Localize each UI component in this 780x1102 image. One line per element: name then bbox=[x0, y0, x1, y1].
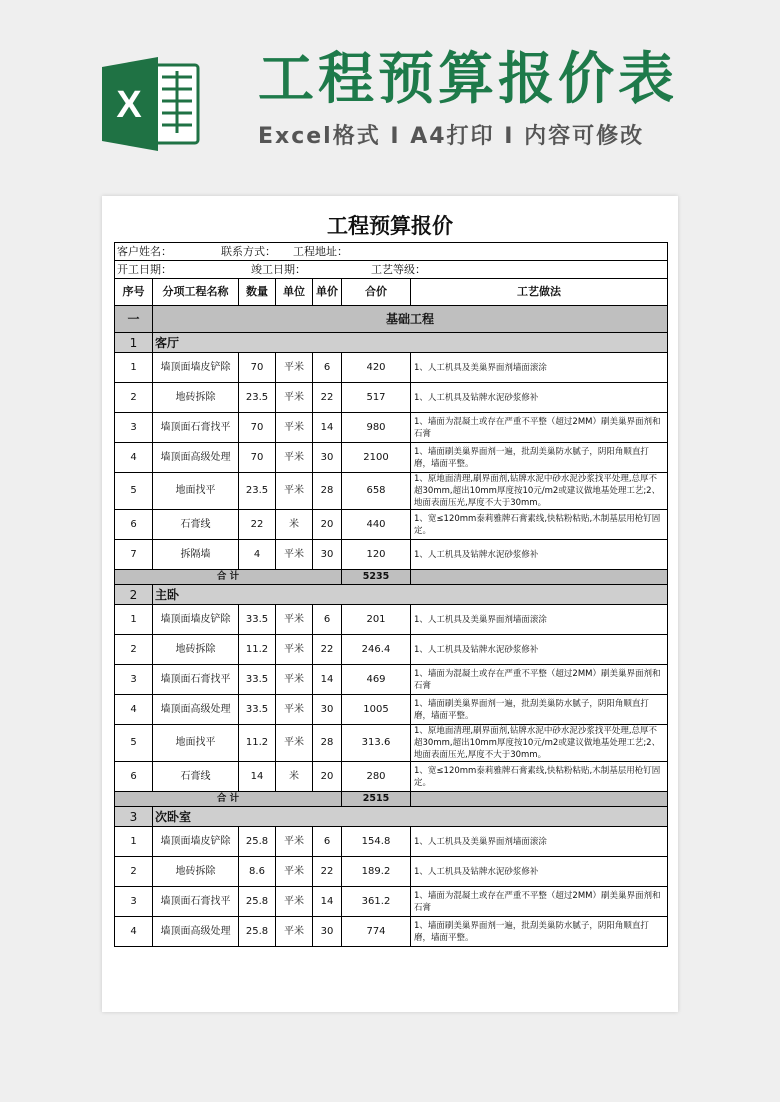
item-no: 7 bbox=[115, 540, 153, 570]
subtotal-label: 合 计 bbox=[115, 792, 342, 807]
item-price: 28 bbox=[313, 473, 342, 510]
item-price: 30 bbox=[313, 540, 342, 570]
item-unit: 米 bbox=[276, 510, 313, 540]
item-qty: 11.2 bbox=[239, 725, 276, 762]
group-name: 次卧室 bbox=[153, 807, 668, 827]
end-date-label: 竣工日期： bbox=[251, 262, 306, 276]
header-item-name: 分项工程名称 bbox=[153, 279, 239, 306]
item-qty: 22 bbox=[239, 510, 276, 540]
item-qty: 8.6 bbox=[239, 857, 276, 887]
group-row bbox=[115, 807, 668, 827]
table-row bbox=[115, 353, 668, 383]
item-no: 1 bbox=[115, 605, 153, 635]
item-craft-desc: 1、人工机具及美巢界面剂墙面滚涂 bbox=[411, 827, 668, 857]
section-name: 基础工程 bbox=[153, 306, 668, 333]
table-row bbox=[115, 605, 668, 635]
header-no: 序号 bbox=[115, 279, 153, 306]
item-qty: 14 bbox=[239, 762, 276, 792]
spreadsheet-page bbox=[102, 196, 678, 1012]
item-name: 拆隔墙 bbox=[153, 540, 239, 570]
item-no: 6 bbox=[115, 510, 153, 540]
table-row bbox=[115, 635, 668, 665]
table-row bbox=[115, 665, 668, 695]
item-unit: 平米 bbox=[276, 635, 313, 665]
item-no: 4 bbox=[115, 443, 153, 473]
table-row bbox=[115, 887, 668, 917]
item-total: 2100 bbox=[342, 443, 411, 473]
table-row bbox=[115, 540, 668, 570]
item-unit: 平米 bbox=[276, 857, 313, 887]
item-total: 189.2 bbox=[342, 857, 411, 887]
item-qty: 11.2 bbox=[239, 635, 276, 665]
item-name: 墙顶面高级处理 bbox=[153, 695, 239, 725]
item-qty: 23.5 bbox=[239, 473, 276, 510]
address-label: 工程地址： bbox=[293, 244, 348, 258]
item-craft-desc: 1、墙面刷美巢界面剂一遍，批刮美巢防水腻子，阴阳角顺直打磨，墙面平整。 bbox=[411, 917, 668, 947]
item-total: 120 bbox=[342, 540, 411, 570]
item-unit: 平米 bbox=[276, 917, 313, 947]
item-qty: 33.5 bbox=[239, 665, 276, 695]
item-total: 154.8 bbox=[342, 827, 411, 857]
item-name: 地面找平 bbox=[153, 473, 239, 510]
item-name: 墙顶面高级处理 bbox=[153, 443, 239, 473]
item-total: 420 bbox=[342, 353, 411, 383]
item-price: 6 bbox=[313, 605, 342, 635]
item-craft-desc: 1、墙面为混凝土或存在严重不平整（超过2MM）刷美巢界面剂和石膏 bbox=[411, 887, 668, 917]
table-row bbox=[115, 510, 668, 540]
item-unit: 平米 bbox=[276, 353, 313, 383]
item-craft-desc: 1、墙面刷美巢界面剂一遍，批刮美巢防水腻子，阴阳角顺直打磨，墙面平整。 bbox=[411, 695, 668, 725]
item-craft-desc: 1、原地面清理,刷界面剂,钻牌水泥中砂水泥沙浆找平处理,总厚不超30mm,超出10mm厚度按10元/m2或建议做地基处理工艺;2、地面表面压光,厚度不大于30mm。 bbox=[411, 725, 668, 762]
item-total: 1005 bbox=[342, 695, 411, 725]
table-row bbox=[115, 443, 668, 473]
item-unit: 平米 bbox=[276, 605, 313, 635]
start-date-label: 开工日期： bbox=[117, 262, 172, 276]
item-craft-desc: 1、人工机具及美巢界面剂墙面滚涂 bbox=[411, 353, 668, 383]
table-row bbox=[115, 762, 668, 792]
craft-level-label: 工艺等级： bbox=[371, 262, 426, 276]
item-price: 28 bbox=[313, 725, 342, 762]
item-no: 4 bbox=[115, 917, 153, 947]
table-row bbox=[115, 695, 668, 725]
item-no: 3 bbox=[115, 665, 153, 695]
table-row bbox=[115, 725, 668, 762]
item-qty: 33.5 bbox=[239, 695, 276, 725]
item-total: 361.2 bbox=[342, 887, 411, 917]
customer-name-label: 客户姓名： bbox=[117, 244, 172, 258]
item-craft-desc: 1、宽≤120mm泰莉雅牌石膏素线,快粘粉粘贴,木制基层用枪钉固定。 bbox=[411, 762, 668, 792]
group-no: 1 bbox=[115, 333, 153, 353]
item-price: 20 bbox=[313, 762, 342, 792]
item-craft-desc: 1、宽≤120mm泰莉雅牌石膏素线,快粘粉粘贴,木制基层用枪钉固定。 bbox=[411, 510, 668, 540]
banner-title: 工程预算报价表 bbox=[258, 47, 678, 112]
item-no: 3 bbox=[115, 413, 153, 443]
item-qty: 70 bbox=[239, 353, 276, 383]
item-unit: 平米 bbox=[276, 473, 313, 510]
table-row bbox=[115, 917, 668, 947]
subtotal-row bbox=[115, 792, 668, 807]
group-name: 主卧 bbox=[153, 585, 668, 605]
excel-logo-icon bbox=[102, 57, 200, 151]
item-name: 墙顶面石膏找平 bbox=[153, 413, 239, 443]
item-name: 墙顶面高级处理 bbox=[153, 917, 239, 947]
item-unit: 平米 bbox=[276, 443, 313, 473]
item-name: 石膏线 bbox=[153, 510, 239, 540]
item-price: 14 bbox=[313, 887, 342, 917]
item-unit: 米 bbox=[276, 762, 313, 792]
logo-letter: X bbox=[116, 84, 142, 126]
item-price: 14 bbox=[313, 413, 342, 443]
item-name: 地砖拆除 bbox=[153, 635, 239, 665]
info-row-1 bbox=[115, 243, 668, 261]
item-price: 30 bbox=[313, 443, 342, 473]
header-row bbox=[115, 279, 668, 306]
sheet-title: 工程预算报价 bbox=[327, 214, 453, 238]
item-price: 20 bbox=[313, 510, 342, 540]
item-no: 5 bbox=[115, 473, 153, 510]
section-row bbox=[115, 306, 668, 333]
table-row bbox=[115, 383, 668, 413]
item-no: 2 bbox=[115, 383, 153, 413]
item-price: 30 bbox=[313, 695, 342, 725]
item-unit: 平米 bbox=[276, 725, 313, 762]
item-craft-desc: 1、人工机具及钻牌水泥砂浆修补 bbox=[411, 857, 668, 887]
item-unit: 平米 bbox=[276, 383, 313, 413]
subtotal-blank bbox=[411, 792, 668, 807]
item-craft-desc: 1、墙面为混凝土或存在严重不平整（超过2MM）刷美巢界面剂和石膏 bbox=[411, 413, 668, 443]
item-price: 30 bbox=[313, 917, 342, 947]
group-no: 2 bbox=[115, 585, 153, 605]
item-qty: 25.8 bbox=[239, 827, 276, 857]
item-craft-desc: 1、人工机具及美巢界面剂墙面滚涂 bbox=[411, 605, 668, 635]
item-total: 658 bbox=[342, 473, 411, 510]
subtotal-blank bbox=[411, 570, 668, 585]
item-price: 6 bbox=[313, 353, 342, 383]
budget-table bbox=[114, 242, 668, 947]
item-total: 774 bbox=[342, 917, 411, 947]
item-unit: 平米 bbox=[276, 827, 313, 857]
item-total: 280 bbox=[342, 762, 411, 792]
item-craft-desc: 1、人工机具及钻牌水泥砂浆修补 bbox=[411, 635, 668, 665]
item-qty: 33.5 bbox=[239, 605, 276, 635]
group-name: 客厅 bbox=[153, 333, 668, 353]
info-row-2 bbox=[115, 261, 668, 279]
item-price: 22 bbox=[313, 383, 342, 413]
table-row bbox=[115, 413, 668, 443]
item-no: 6 bbox=[115, 762, 153, 792]
table-row bbox=[115, 473, 668, 510]
section-no: 一 bbox=[115, 306, 153, 333]
item-name: 墙顶面石膏找平 bbox=[153, 887, 239, 917]
item-no: 3 bbox=[115, 887, 153, 917]
item-total: 201 bbox=[342, 605, 411, 635]
item-price: 6 bbox=[313, 827, 342, 857]
item-craft-desc: 1、原地面清理,刷界面剂,钻牌水泥中砂水泥沙浆找平处理,总厚不超30mm,超出10mm厚度按10元/m2或建议做地基处理工艺;2、地面表面压光,厚度不大于30mm。 bbox=[411, 473, 668, 510]
item-qty: 25.8 bbox=[239, 887, 276, 917]
item-qty: 70 bbox=[239, 413, 276, 443]
item-no: 5 bbox=[115, 725, 153, 762]
item-price: 22 bbox=[313, 857, 342, 887]
item-name: 地面找平 bbox=[153, 725, 239, 762]
header-craft: 工艺做法 bbox=[411, 279, 668, 306]
item-craft-desc: 1、人工机具及钻牌水泥砂浆修补 bbox=[411, 383, 668, 413]
item-unit: 平米 bbox=[276, 540, 313, 570]
table-row bbox=[115, 857, 668, 887]
item-name: 石膏线 bbox=[153, 762, 239, 792]
item-qty: 25.8 bbox=[239, 917, 276, 947]
item-name: 墙顶面墙皮铲除 bbox=[153, 605, 239, 635]
item-name: 地砖拆除 bbox=[153, 857, 239, 887]
item-total: 469 bbox=[342, 665, 411, 695]
item-name: 墙顶面墙皮铲除 bbox=[153, 353, 239, 383]
item-no: 1 bbox=[115, 353, 153, 383]
item-no: 2 bbox=[115, 857, 153, 887]
item-no: 1 bbox=[115, 827, 153, 857]
item-no: 4 bbox=[115, 695, 153, 725]
header-total: 合价 bbox=[342, 279, 411, 306]
item-name: 墙顶面石膏找平 bbox=[153, 665, 239, 695]
item-total: 246.4 bbox=[342, 635, 411, 665]
item-total: 517 bbox=[342, 383, 411, 413]
subtotal-value: 5235 bbox=[342, 570, 411, 585]
item-craft-desc: 1、墙面刷美巢界面剂一遍，批刮美巢防水腻子，阴阳角顺直打磨，墙面平整。 bbox=[411, 443, 668, 473]
banner-subtitle: Excel格式 I A4打印 I 内容可修改 bbox=[258, 124, 645, 149]
header-price: 单价 bbox=[313, 279, 342, 306]
table-row bbox=[115, 827, 668, 857]
item-total: 440 bbox=[342, 510, 411, 540]
banner bbox=[0, 0, 780, 190]
item-qty: 23.5 bbox=[239, 383, 276, 413]
header-qty: 数量 bbox=[239, 279, 276, 306]
group-row bbox=[115, 333, 668, 353]
item-craft-desc: 1、人工机具及钻牌水泥砂浆修补 bbox=[411, 540, 668, 570]
header-unit: 单位 bbox=[276, 279, 313, 306]
subtotal-label: 合 计 bbox=[115, 570, 342, 585]
item-qty: 70 bbox=[239, 443, 276, 473]
subtotal-value: 2515 bbox=[342, 792, 411, 807]
item-unit: 平米 bbox=[276, 695, 313, 725]
group-row bbox=[115, 585, 668, 605]
contact-label: 联系方式： bbox=[221, 244, 276, 258]
item-unit: 平米 bbox=[276, 413, 313, 443]
item-no: 2 bbox=[115, 635, 153, 665]
item-price: 14 bbox=[313, 665, 342, 695]
item-craft-desc: 1、墙面为混凝土或存在严重不平整（超过2MM）刷美巢界面剂和石膏 bbox=[411, 665, 668, 695]
item-price: 22 bbox=[313, 635, 342, 665]
item-total: 313.6 bbox=[342, 725, 411, 762]
item-name: 墙顶面墙皮铲除 bbox=[153, 827, 239, 857]
group-no: 3 bbox=[115, 807, 153, 827]
item-name: 地砖拆除 bbox=[153, 383, 239, 413]
subtotal-row bbox=[115, 570, 668, 585]
item-unit: 平米 bbox=[276, 665, 313, 695]
item-qty: 4 bbox=[239, 540, 276, 570]
item-unit: 平米 bbox=[276, 887, 313, 917]
item-total: 980 bbox=[342, 413, 411, 443]
